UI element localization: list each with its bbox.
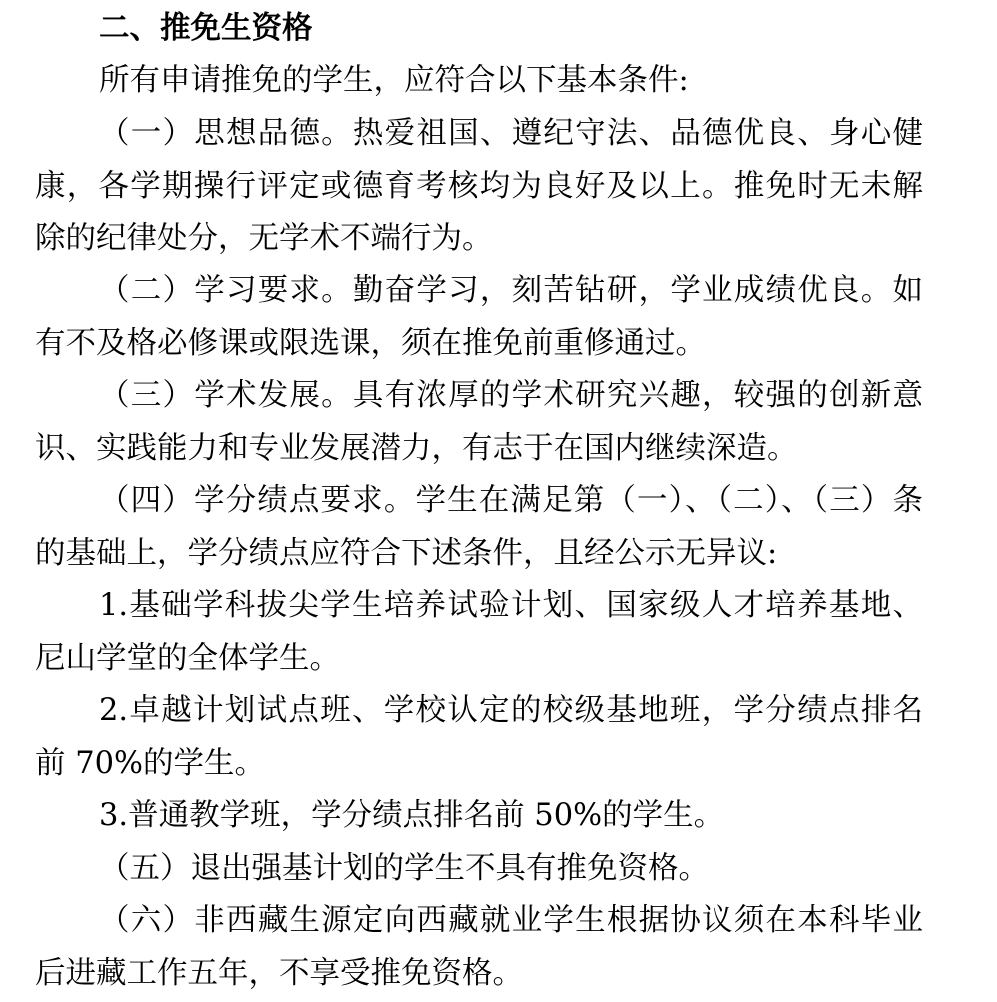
sub-item-1-line-2: 尼山学堂的全体学生。	[35, 641, 340, 676]
condition-5-line-1: （五）退出强基计划的学生不具有推免资格。	[99, 851, 709, 886]
condition-3-line-2: 识、实践能力和专业发展潜力，有志于在国内继续深造。	[35, 431, 798, 466]
condition-3-line-1: （三）学术发展。具有浓厚的学术研究兴趣，较强的创新意	[99, 378, 923, 413]
section-intro: 所有申请推免的学生，应符合以下基本条件:	[99, 63, 689, 98]
sub-item-3-line-1: 3.普通教学班，学分绩点排名前 50%的学生。	[99, 798, 725, 833]
sub-item-1-line-1: 1.基础学科拔尖学生培养试验计划、国家级人才培养基地、	[99, 588, 923, 623]
condition-6-line-2: 后进藏工作五年，不享受推免资格。	[35, 956, 523, 991]
condition-6-line-1: （六）非西藏生源定向西藏就业学生根据协议须在本科毕业	[99, 903, 923, 938]
sub-item-2-line-1: 2.卓越计划试点班、学校认定的校级基地班，学分绩点排名	[99, 693, 923, 728]
condition-4-line-1: （四）学分绩点要求。学生在满足第（一）、（二）、（三）条	[99, 483, 923, 518]
condition-1-line-1: （一）思想品德。热爱祖国、遵纪守法、品德优良、身心健	[99, 116, 923, 151]
condition-1-line-2: 康，各学期操行评定或德育考核均为良好及以上。推免时无未解	[35, 169, 923, 204]
section-heading: 二、推免生资格	[99, 11, 313, 46]
condition-2-line-1: （二）学习要求。勤奋学习，刻苦钻研，学业成绩优良。如	[99, 273, 923, 308]
sub-item-2-line-2: 前 70%的学生。	[35, 746, 265, 781]
condition-1-line-3: 除的纪律处分，无学术不端行为。	[35, 221, 493, 256]
condition-2-line-2: 有不及格必修课或限选课，须在推免前重修通过。	[35, 326, 706, 361]
condition-4-line-2: 的基础上，学分绩点应符合下述条件，且经公示无异议:	[35, 536, 778, 571]
